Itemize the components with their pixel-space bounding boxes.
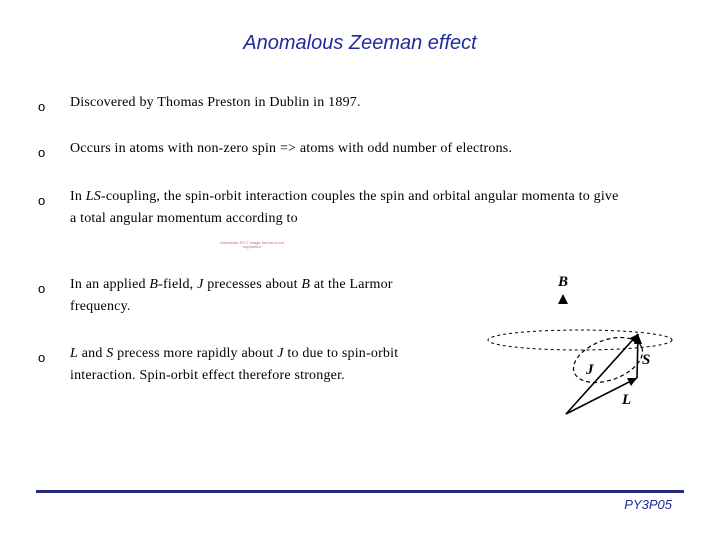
bullet-marker: o	[38, 99, 46, 114]
footer-rule	[36, 490, 684, 493]
b-label: B	[558, 274, 569, 290]
unsupported-image-placeholder: Macintosh PICT image format is not supported	[220, 240, 284, 250]
s-label: S	[642, 352, 651, 368]
bullet-marker: o	[38, 281, 46, 296]
bullet-marker: o	[38, 145, 46, 160]
precession-diagram	[480, 268, 680, 418]
bullet-marker: o	[38, 193, 46, 208]
bullet-text-spin-orbit: L and S precess more rapidly about J to due to spin-orbit interaction. Spin-orbit effect therefore stronger.	[70, 346, 399, 383]
slide-title: Anomalous Zeeman effect	[243, 32, 477, 54]
bullet-text-ls-coupling: In LS-coupling, the spin-orbit interaction couples the spin and orbital angular momenta to give a total angular momentum according to	[70, 189, 619, 226]
bullet-text-odd-electrons: Occurs in atoms with non-zero spin => atoms with odd number of electrons.	[70, 141, 513, 156]
b-field-arrow	[558, 294, 568, 304]
j-label: J	[586, 362, 594, 378]
l-label: L	[622, 392, 632, 408]
bullet-text-larmor: In an applied B-field, J precesses about B at the Larmor frequency.	[70, 277, 393, 314]
bullet-marker: o	[38, 350, 46, 365]
footer-course-code: PY3P05	[624, 497, 672, 512]
j-precession-ellipse	[488, 330, 672, 350]
bullet-text-discovery: Discovered by Thomas Preston in Dublin in 1897.	[70, 95, 361, 110]
